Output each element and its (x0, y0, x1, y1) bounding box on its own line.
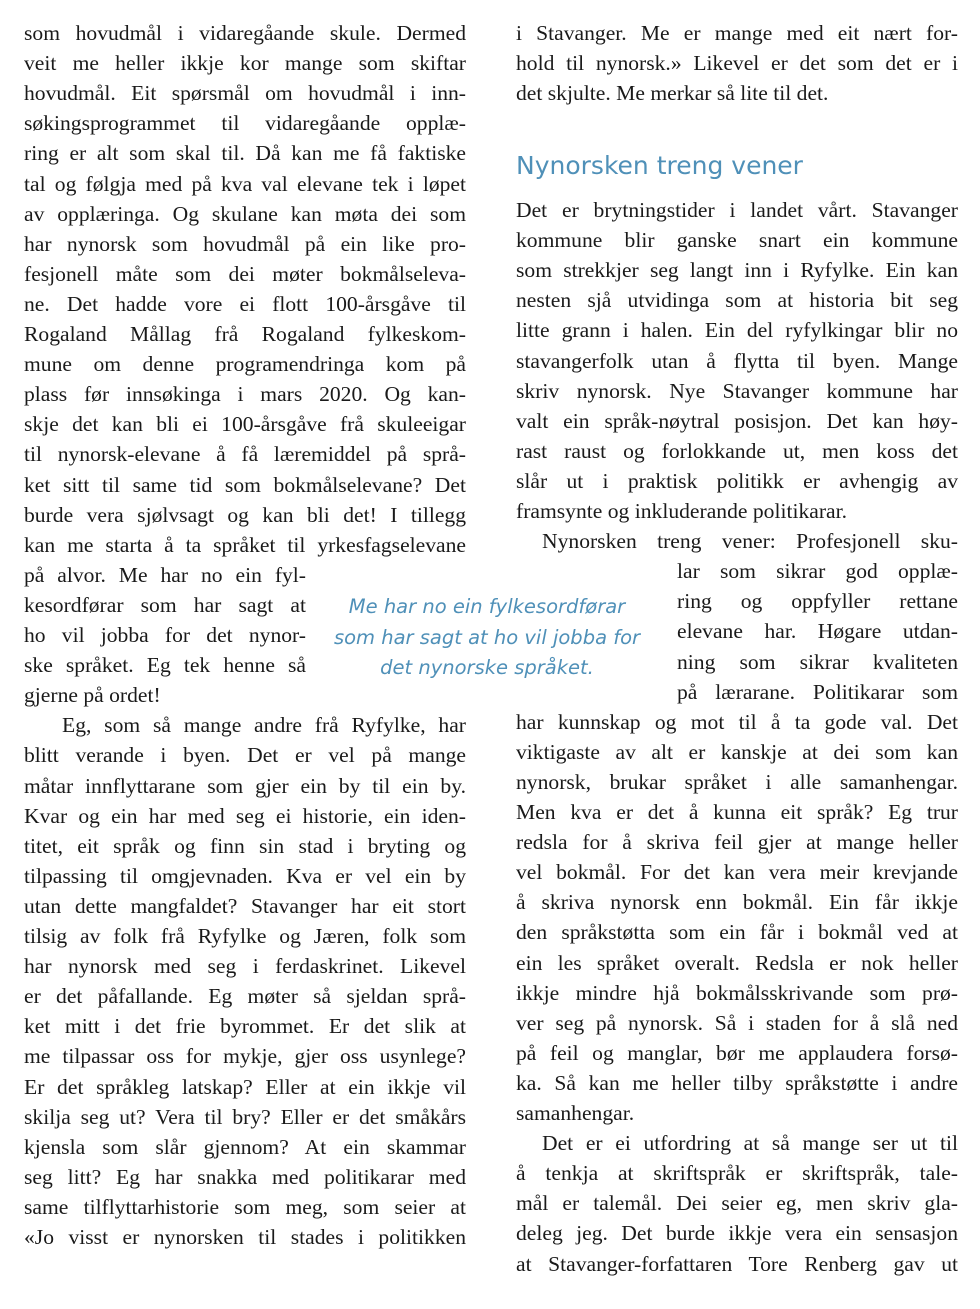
text-line: ring og oppfyller rettane (677, 589, 958, 614)
text-line: er det påfallande. Eg møter så sjeldan språ- (24, 984, 466, 1009)
text-line: nesten sjå utvidinga som at historia bit seg (516, 288, 958, 313)
text-line: kommune blir ganske snart ein kommune (516, 228, 958, 253)
pull-quote (322, 592, 652, 684)
text-line: ring er alt som skal til. Då kan me få faktiske (24, 141, 466, 166)
text-line: ning som sikrar kvaliteten (677, 649, 958, 674)
section-heading: Nynorsken treng vener (516, 151, 803, 180)
text-line: hold til nynorsk.» Likevel er det som det er i (516, 51, 958, 76)
text-line: hovudmål. Eit spørsmål om hovudmål i inn- (24, 81, 466, 106)
pull-quote-line: det nynorske språket. (380, 656, 594, 679)
text-line: har nynorsk med seg i ferdaskrinet. Likevel (24, 954, 466, 979)
text-line: me tilpassar oss for mykje, gjer oss usynlege? (24, 1044, 466, 1069)
text-line: kan me starta å ta språket til yrkesfagselevane (24, 532, 466, 557)
text-line: «Jo visst er nynorsken til stades i politikken (24, 1225, 466, 1249)
text-line: same tilflyttarhistorie som meg, som seier at (24, 1194, 466, 1219)
text-line: av opplæringa. Og skulane kan møta dei som (24, 201, 466, 226)
text-line: utan dette mangfaldet? Stavanger har eit stort (24, 893, 466, 918)
text-line: som hovudmål i vidaregåande skule. Dermed (24, 21, 466, 45)
text-line: ket mitt i det frie byrommet. Er det slik at (24, 1014, 466, 1039)
text-line: ikkje mindre hjå bokmålsskrivande som prø- (516, 980, 958, 1005)
text-line: mål er talemål. Dei seier eg, men skriv gla- (516, 1191, 958, 1216)
text-line: har nynorsk som hovudmål på ein like pro- (24, 231, 466, 256)
text-line: at Stavanger-forfattaren Tore Renberg gav ut (516, 1251, 958, 1276)
text-line: mune om denne programendringa kom på (24, 352, 466, 377)
text-line: framsynte og inkluderande politikarar. (516, 499, 848, 523)
text-line: ne. Det hadde vore ei flott 100-årsgåve til (24, 291, 466, 316)
text-line: titet, eit språk og finn sin stad i bryting og (24, 833, 466, 858)
text-line: elevane har. Høgare utdan- (677, 619, 958, 644)
text-line: seg litt? Eg har snakka med politikarar med (24, 1164, 466, 1189)
text-line: på feil og manglar, bør me applaudera forsø- (516, 1040, 958, 1065)
text-line: den språkstøtta som ein får i bokmål ved at (516, 920, 958, 945)
text-line: litte grann i halen. Ein del ryfylkingar blir no (516, 318, 958, 343)
text-line: gjerne på ordet! (24, 683, 161, 708)
text-line: Det er brytningstider i landet vårt. Stavanger (516, 198, 958, 222)
text-line: Men kva er det å kunna eit språk? Eg trur (516, 800, 958, 824)
text-line: lar som sikrar god opplæ- (677, 559, 958, 584)
text-line: har kunnskap og mot til å ta gode val. Det (516, 709, 958, 734)
text-line: tilsig av folk frå Ryfylke og Jæren, folk som (24, 924, 466, 948)
text-line: viktigaste av alt er kanskje at dei som kan (516, 739, 958, 764)
text-line: samanhengar. (516, 1101, 635, 1125)
text-line: vel bokmål. For det kan vera meir krevjande (516, 860, 958, 885)
text-line: ka. Så kan me heller tilby språkstøtte i andre (516, 1070, 958, 1095)
text-line: som strekkjer seg langt inn i Ryfylke. Ein kan (516, 258, 958, 283)
text-line: tal og følgja med på kva val elevane tek i løpet (24, 171, 466, 196)
text-line: til nynorsk-elevane å få læremiddel på språ- (24, 442, 466, 467)
text-line: søkingsprogrammet til vidaregåande opplæ- (24, 111, 466, 136)
text-line: kesordførar som har sagt at (24, 592, 306, 617)
pull-quote-line: Me har no ein fylkesordførar (348, 595, 626, 618)
text-line: måtar innflyttarane som gjer ein by til ein by. (24, 773, 466, 798)
text-line: deleg jeg. Det burde ikkje vera ein sensasjon (516, 1221, 958, 1246)
text-line: på lærarane. Politikarar som (677, 679, 958, 704)
text-line: blitt verande i byen. Det er vel på mange (24, 743, 466, 768)
text-line: ein les språket overalt. Redsla er nok heller (516, 950, 958, 975)
text-line: burde vera sjølvsagt og kan bli det! I tillegg (24, 502, 466, 527)
text-line: i Stavanger. Me er mange med eit nært for- (516, 21, 958, 45)
text-line: nynorsk, brukar språket i alle samanhengar. (516, 769, 958, 794)
text-line: skje det kan bli ei 100-årsgåve frå skuleeigar (24, 412, 466, 437)
text-line: tilpassing til omgjevnaden. Kva er vel ein by (24, 863, 466, 888)
text-line: skriv nynorsk. Nye Stavanger kommune har (516, 378, 958, 403)
text-line: fesjonell måte som dei møter bokmålseleva- (24, 261, 466, 286)
text-line: valt ein språk-nøytral posisjon. Det kan høy- (516, 408, 958, 433)
text-line: slår ut i praktisk politikk er avhengig av (516, 468, 958, 493)
text-line: Kvar og ein har med seg ei historie, ein iden- (24, 803, 466, 828)
text-line: plass før innsøkinga i mars 2020. Og kan- (24, 382, 466, 407)
text-line: Nynorsken treng vener: Profesjonell sku- (542, 529, 958, 554)
text-line: rast raust og forlokkande ut, men koss det (516, 438, 958, 463)
text-line: stavangerfolk utan å flytta til byen. Mange (516, 348, 958, 373)
text-line: kjensla som slår gjennom? At ein skammar (24, 1134, 466, 1159)
text-line: skilja seg ut? Vera til bry? Eller er det småkårs (24, 1104, 466, 1129)
text-line: ver seg på nynorsk. Så i staden for å slå ned (516, 1010, 958, 1035)
text-line: Er det språkleg latskap? Eller at ein ikkje vil (24, 1074, 466, 1099)
text-line: Det er ei utfordring at så mange ser ut til (542, 1131, 958, 1156)
text-line: veit me heller ikkje kor mange som skiftar (24, 51, 466, 76)
text-line: ske språket. Eg tek henne så (24, 653, 306, 678)
text-line: Eg, som så mange andre frå Ryfylke, har (62, 713, 466, 738)
pull-quote-line: som har sagt at ho vil jobba for (333, 625, 641, 649)
text-line: på alvor. Me har no ein fyl- (24, 562, 306, 587)
text-line: ho vil jobba for det nynor- (24, 623, 306, 647)
text-line: det skjulte. Me merkar så lite til det. (516, 81, 829, 106)
text-line: redsla for å skriva feil gjer at mange heller (516, 830, 958, 855)
text-line: å skriva nynorsk enn bokmål. Ein får ikkje (516, 890, 958, 915)
text-line: ket sitt til same tid som bokmålselevane? Det (24, 472, 466, 497)
text-line: Rogaland Mållag frå Rogaland fylkeskom- (24, 322, 466, 346)
text-line: å tenkja at skriftspråk er skriftspråk, tale- (516, 1161, 958, 1186)
